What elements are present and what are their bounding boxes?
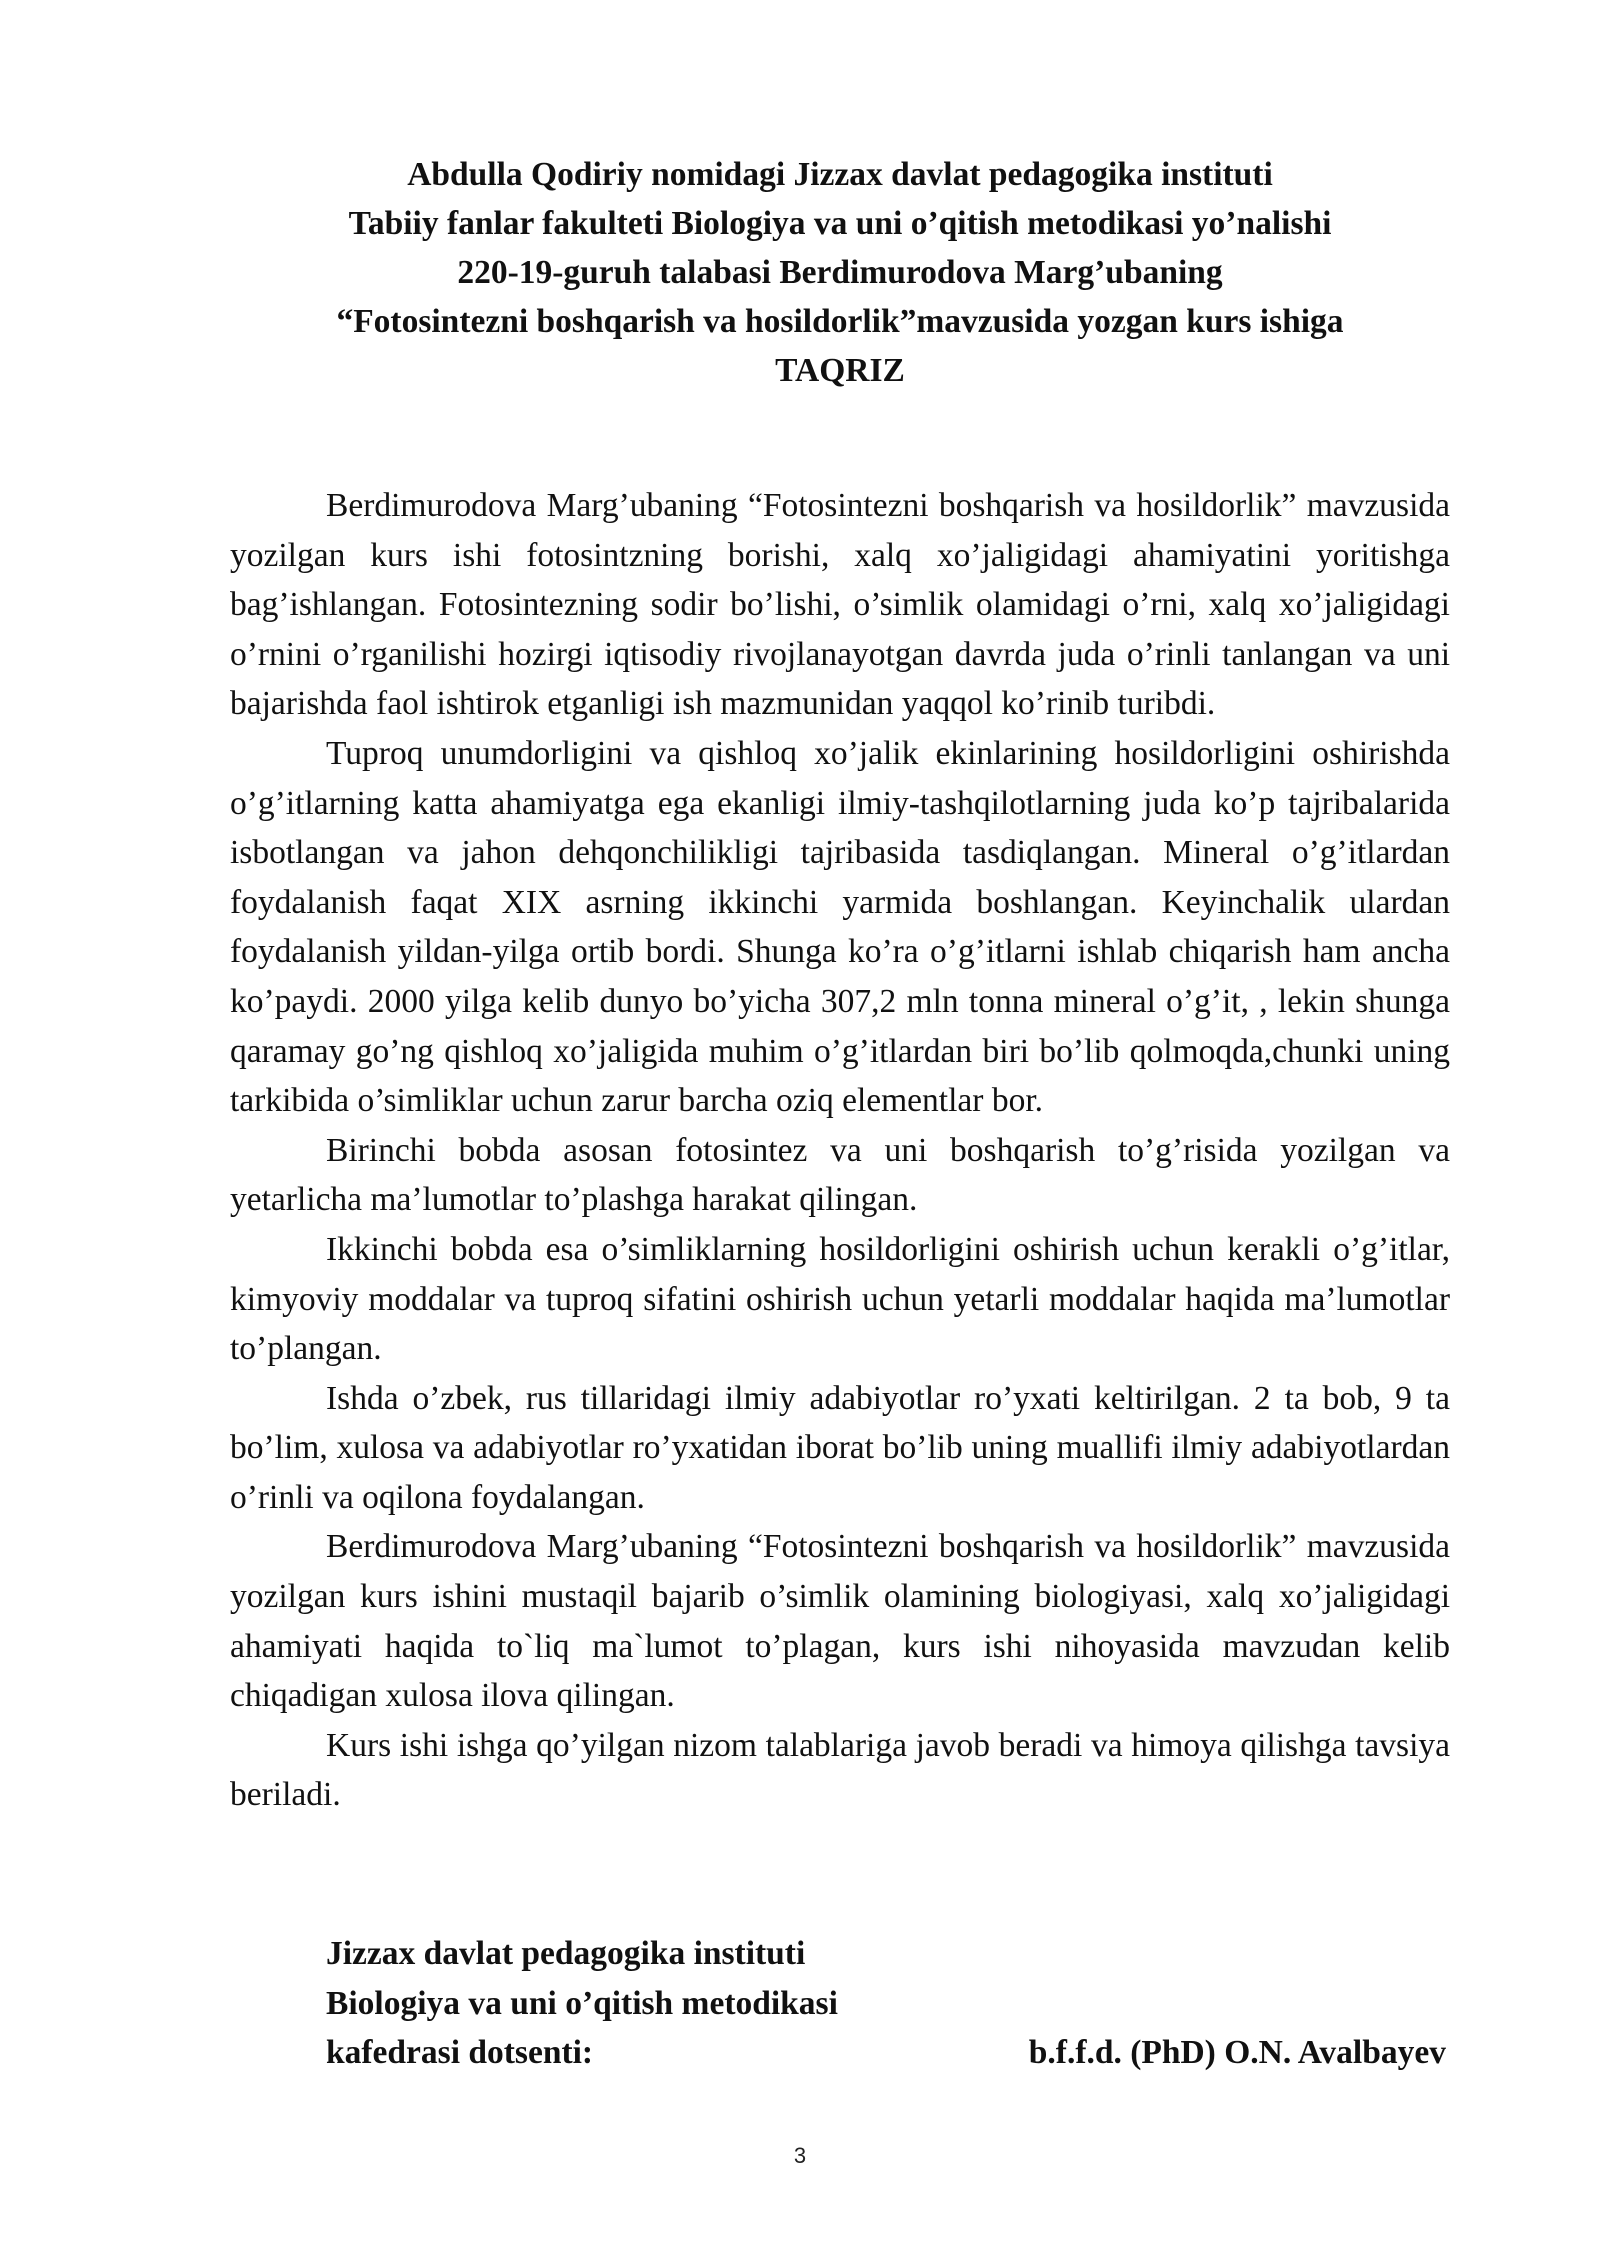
header-institute: Abdulla Qodiriy nomidagi Jizzax davlat pedagogika instituti [407, 156, 1273, 193]
paragraph-6: Berdimurodova Marg’ubaning “Fotosintezni boshqarish va hosildorlik” mavzusida yozilgan kurs ishini mustaqil bajarib o’simlik olamining biologiyasi, xalq xo’jaligidagi ahamiyati haqida to`liq ma`lumot to’plagan, kurs ishi nihoyasida mavzudan kelib chiqadigan xulosa ilova qilingan. [230, 1528, 1450, 1715]
paragraph-2: Tuproq unumdorligini va qishloq xo’jalik ekinlarining hosildorligini oshirishda o’g’itlarning katta ahamiyatga ega ekanligi ilmiy-tashqilotlarning juda ko’p tajribalarida isbotlangan va jahon dehqonchilikligi tajribasida tasdiqlangan. Mineral o’g’itlardan foydalanish faqat XIX asrning ikkinchi yarmida boshlangan. Keyinchalik ulardan foydalanish yildan-yilga ortib bordi. Shunga ko’ra o’g’itlarni ishlab chiqarish ham ancha ko’paydi. 2000 yilga kelib dunyo bo’yicha 307,2 mln tonna mineral o’g’it, , lekin shunga qaramay go’ng qishloq xo’jaligida muhim o’g’itlardan biri bo’lib qolmoqda,chunki uning tarkibida o’simliklar uchun zarur barcha oziq elementlar bor. [230, 734, 1450, 1120]
paragraph-4: Ikkinchi bobda esa o’simliklarning hosildorligini oshirish uchun kerakli o’g’itlar, kimyoviy moddalar va tuproq sifatini oshirish uchun yetarli moddalar haqida ma’lumotlar to’plangan. [230, 1230, 1450, 1368]
paragraph-7: Kurs ishi ishga qo’yilgan nizom talablariga javob beradi va himoya qilishga tavsiya beriladi. [230, 1726, 1450, 1814]
signature-institute: Jizzax davlat pedagogika instituti [326, 1935, 806, 1972]
page-number: 3 [793, 2143, 807, 2168]
document-title: TAQRIZ [775, 352, 905, 389]
header-student: 220-19-guruh talabasi Berdimurodova Marg’ubaning [457, 254, 1223, 291]
signature-block [326, 1929, 1450, 2078]
signature-department: Biologiya va uni o’qitish metodikasi [326, 1984, 838, 2022]
signature-position: kafedrasi dotsenti: [326, 2034, 594, 2072]
header-topic: “Fotosintezni boshqarish va hosildorlik”mavzusida yozgan kurs ishiga [336, 303, 1344, 340]
header-faculty: Tabiiy fanlar fakulteti Biologiya va uni o’qitish metodikasi yo’nalishi [348, 205, 1332, 242]
paragraph-1: Berdimurodova Marg’ubaning “Fotosintezni boshqarish va hosildorlik” mavzusida yozilgan kurs ishi fotosintzning borishi, xalq xo’jaligidagi ahamiyatini yoritishga bag’ishlangan. Fotosintezning sodir bo’lishi, o’simlik olamidagi o’rni, xalq xo’jaligidagi o’rnini o’rganilishi hozirgi iqtisodiy rivojlanayotgan davrda juda o’rinli tanlangan va uni bajarishda faol ishtirok etganligi ish mazmunidan yaqqol ko’rinib turibdi. [230, 487, 1450, 723]
signature-row [326, 2028, 1446, 2078]
paragraph-5: Ishda o’zbek, rus tillaridagi ilmiy adabiyotlar ro’yxati keltirilgan. 2 ta bob, 9 ta bo’lim, xulosa va adabiyotlar ro’yxatidan iborat bo’lib uning muallifi ilmiy adabiyotlardan o’rinli va oqilona foydalangan. [230, 1379, 1450, 1516]
paragraph-3: Birinchi bobda asosan fotosintez va uni boshqarish to’g’risida yozilgan va yetarlicha ma’lumotlar to’plashga harakat qilingan. [230, 1131, 1450, 1219]
document-header [230, 150, 1450, 395]
signature-name: b.f.f.d. (PhD) O.N. Avalbayev [1028, 2034, 1446, 2072]
document-body [230, 481, 1450, 1820]
